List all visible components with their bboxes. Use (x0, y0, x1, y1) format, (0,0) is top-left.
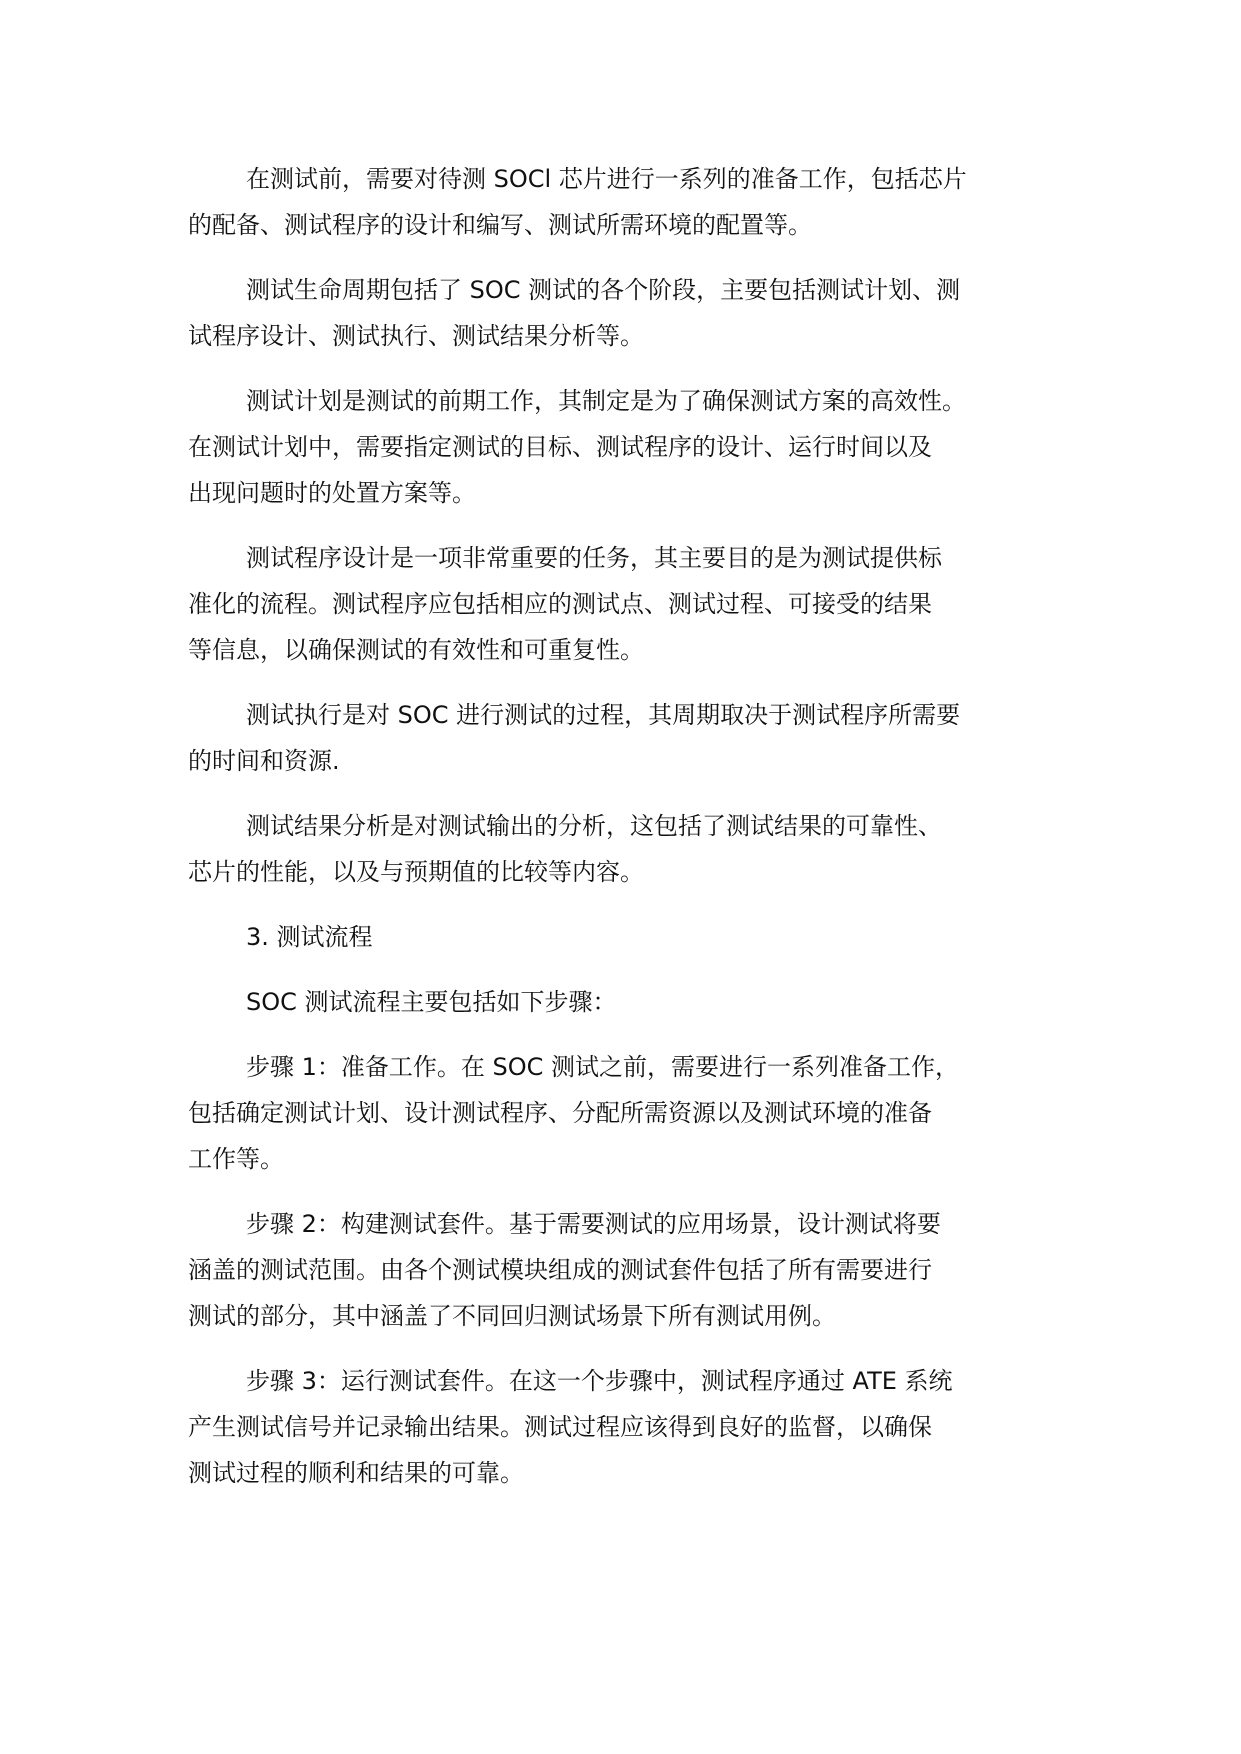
text-line: 试程序设计、测试执行、测试结果分析等。 (188, 322, 644, 350)
text-line: 在测试计划中，需要指定测试的目标、测试程序的设计、运行时间以及 (188, 433, 932, 461)
paragraph-result-analysis (188, 803, 1068, 895)
paragraph-step-3 (188, 1358, 1068, 1496)
document-body (188, 156, 1068, 1515)
text-line: 测试结果分析是对测试输出的分析，这包括了测试结果的可靠性、 (246, 812, 942, 840)
text-line: 的时间和资源. (188, 747, 340, 775)
text-line: 测试生命周期包括了 SOC 测试的各个阶段，主要包括测试计划、测 (246, 276, 961, 304)
text-line: 等信息，以确保测试的有效性和可重复性。 (188, 636, 644, 664)
text-line: 测试计划是测试的前期工作，其制定是为了确保测试方案的高效性。 (246, 387, 966, 415)
text-line: 准化的流程。测试程序应包括相应的测试点、测试过程、可接受的结果 (188, 590, 932, 618)
text-line: 包括确定测试计划、设计测试程序、分配所需资源以及测试环境的准备 (188, 1099, 932, 1127)
text-line: 步骤 3：运行测试套件。在这一个步骤中，测试程序通过 ATE 系统 (246, 1367, 953, 1395)
paragraph-step-1 (188, 1044, 1068, 1182)
heading-text: 3. 测试流程 (246, 923, 373, 951)
section-heading-test-flow (188, 914, 1068, 960)
text-line: 步骤 2：构建测试套件。基于需要测试的应用场景，设计测试将要 (246, 1210, 941, 1238)
text-line: 工作等。 (188, 1145, 284, 1173)
text-line: 测试的部分，其中涵盖了不同回归测试场景下所有测试用例。 (188, 1302, 836, 1330)
paragraph-step-2 (188, 1201, 1068, 1339)
text-line: 的配备、测试程序的设计和编写、测试所需环境的配置等。 (188, 211, 812, 239)
paragraph-test-plan (188, 378, 1068, 516)
text-line: 测试过程的顺利和结果的可靠。 (188, 1459, 524, 1487)
paragraph-test-program-design (188, 535, 1068, 673)
text-line: 测试执行是对 SOC 进行测试的过程，其周期取决于测试程序所需要 (246, 701, 961, 729)
text-line: 产生测试信号并记录输出结果。测试过程应该得到良好的监督，以确保 (188, 1413, 932, 1441)
text-line: 出现问题时的处置方案等。 (188, 479, 476, 507)
paragraph-test-lifecycle (188, 267, 1068, 359)
paragraph-test-execution (188, 692, 1068, 784)
paragraph-test-preparation (188, 156, 1068, 248)
text-line: 涵盖的测试范围。由各个测试模块组成的测试套件包括了所有需要进行 (188, 1256, 932, 1284)
paragraph-flow-intro (188, 979, 1068, 1025)
text-line: 芯片的性能，以及与预期值的比较等内容。 (188, 858, 644, 886)
text-line: 步骤 1：准备工作。在 SOC 测试之前，需要进行一系列准备工作， (246, 1053, 960, 1081)
text-line: 在测试前，需要对待测 SOCl 芯片进行一系列的准备工作，包括芯片 (246, 165, 967, 193)
text-line: 测试程序设计是一项非常重要的任务，其主要目的是为测试提供标 (246, 544, 942, 572)
text-line: SOC 测试流程主要包括如下步骤： (246, 988, 617, 1016)
